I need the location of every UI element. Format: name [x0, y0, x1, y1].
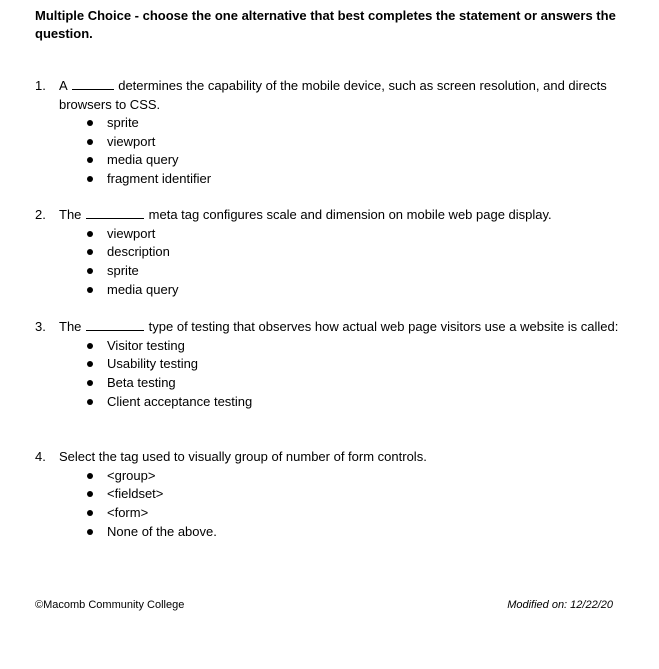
option-item — [35, 523, 625, 542]
question-1 — [35, 77, 625, 189]
option-item — [35, 114, 625, 133]
option-label: fragment identifier — [107, 171, 212, 187]
answer-blank — [72, 77, 114, 90]
option-label: <form> — [107, 504, 149, 520]
option-label: Client acceptance testing — [107, 393, 253, 409]
question-4 — [35, 448, 625, 541]
question-4-stem — [35, 448, 625, 467]
option-item — [35, 133, 625, 152]
option-item — [35, 170, 625, 189]
instructions-heading: Multiple Choice - choose the one alternative that best completes the statement or answers the question. — [35, 8, 616, 41]
options-list — [35, 114, 625, 189]
answer-blank — [86, 318, 144, 331]
option-label: Visitor testing — [107, 337, 185, 353]
bullet-icon — [87, 287, 93, 293]
stem-before-blank: A — [59, 78, 67, 93]
bullet-icon — [87, 491, 93, 497]
answer-blank — [86, 206, 144, 219]
question-number: 1. — [35, 78, 46, 93]
options-list — [35, 225, 625, 300]
bullet-icon — [87, 361, 93, 367]
bullet-icon — [87, 176, 93, 182]
bullet-icon — [87, 473, 93, 479]
option-label: description — [107, 244, 170, 260]
bullet-icon — [87, 510, 93, 516]
option-label: viewport — [107, 133, 156, 149]
bullet-icon — [87, 343, 93, 349]
option-item — [35, 393, 625, 412]
bullet-icon — [87, 529, 93, 535]
option-item — [35, 485, 625, 504]
option-item — [35, 374, 625, 393]
stem-text: Select the tag used to visually group of number of form controls. — [59, 449, 427, 464]
option-label: viewport — [107, 225, 156, 241]
question-2 — [35, 206, 625, 299]
modified-date: Modified on: 12/22/20 — [507, 599, 613, 611]
stem-after-blank: type of testing that observes how actual web page visitors use a website is called: — [148, 319, 619, 334]
question-3 — [35, 318, 625, 411]
option-label: Beta testing — [107, 374, 176, 390]
option-item — [35, 337, 625, 356]
option-label: media query — [107, 152, 179, 168]
option-item — [35, 151, 625, 170]
bullet-icon — [87, 231, 93, 237]
question-number: 4. — [35, 449, 46, 464]
bullet-icon — [87, 249, 93, 255]
option-label: sprite — [107, 262, 139, 278]
bullet-icon — [87, 268, 93, 274]
bullet-icon — [87, 157, 93, 163]
bullet-icon — [87, 380, 93, 386]
option-label: sprite — [107, 115, 139, 130]
option-label: <group> — [107, 467, 156, 483]
bullet-icon — [87, 120, 93, 126]
options-list — [35, 337, 625, 412]
option-label: None of the above. — [107, 523, 217, 539]
copyright-text: ©Macomb Community College — [35, 599, 185, 611]
option-item — [35, 504, 625, 523]
stem-before-blank: The — [59, 207, 82, 222]
option-item — [35, 281, 625, 300]
option-item — [35, 262, 625, 281]
bullet-icon — [87, 399, 93, 405]
stem-after-blank: meta tag configures scale and dimension on mobile web page display. — [148, 207, 552, 222]
option-label: <fieldset> — [107, 486, 164, 502]
option-item — [35, 355, 625, 374]
option-item — [35, 467, 625, 486]
option-label: media query — [107, 281, 179, 297]
question-1-stem — [35, 77, 625, 114]
options-list — [35, 467, 625, 542]
option-item — [35, 243, 625, 262]
question-3-stem — [35, 318, 625, 337]
question-number: 2. — [35, 207, 46, 222]
option-item — [35, 225, 625, 244]
bullet-icon — [87, 139, 93, 145]
stem-after-blank: determines the capability of the mobile device, such as screen resolution, and directs browsers to CSS. — [59, 78, 607, 112]
question-2-stem — [35, 206, 625, 225]
option-label: Usability testing — [107, 356, 199, 372]
question-number: 3. — [35, 319, 46, 334]
stem-before-blank: The — [59, 319, 82, 334]
